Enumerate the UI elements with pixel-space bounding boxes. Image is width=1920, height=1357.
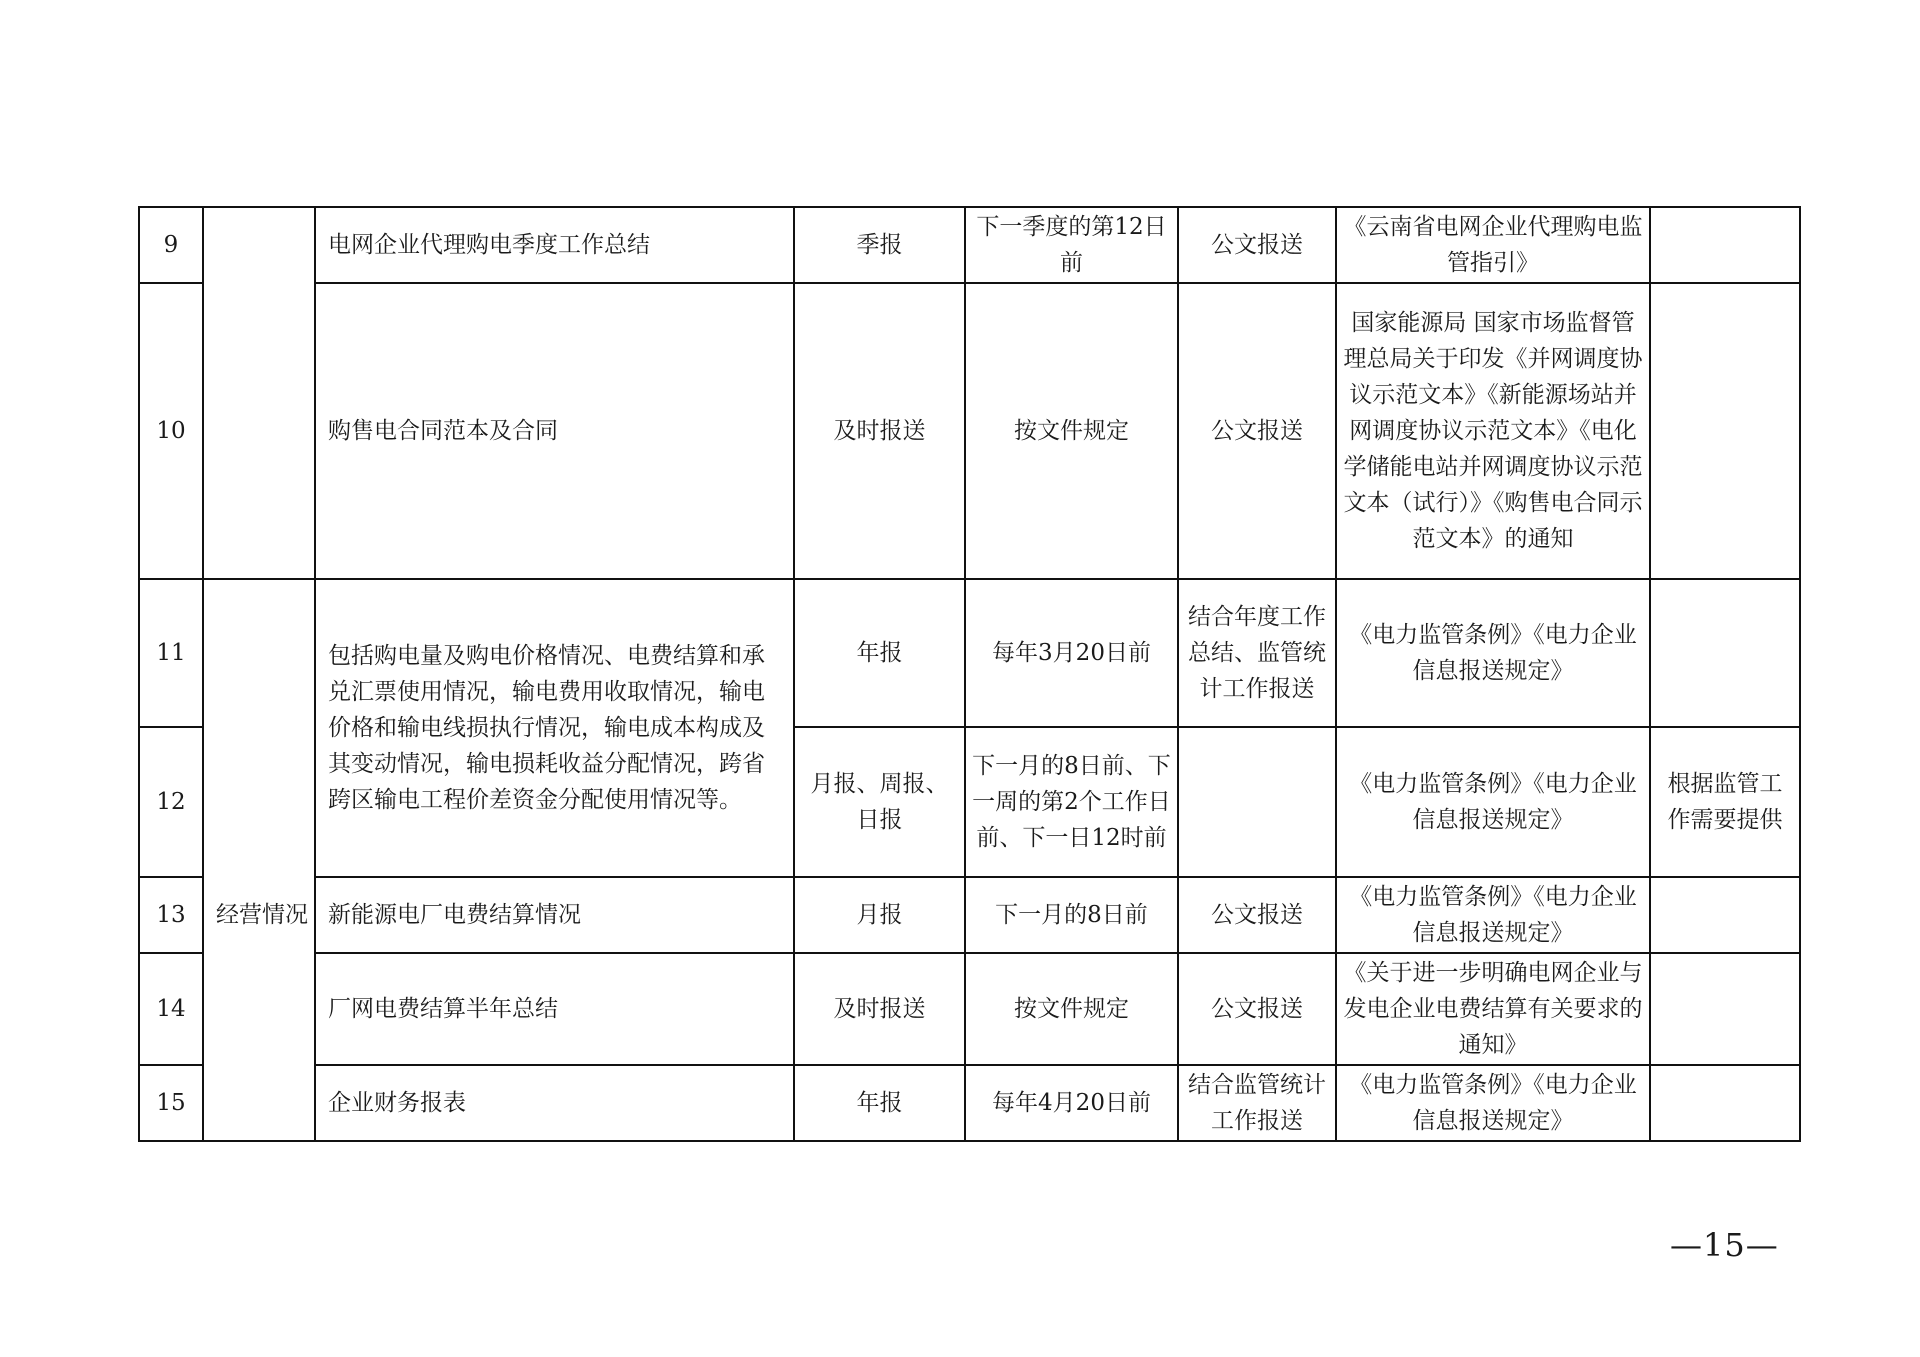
report-note: [1650, 953, 1800, 1065]
table-row: [139, 207, 1800, 283]
report-method: 公文报送: [1178, 877, 1336, 953]
report-deadline: 每年3月20日前: [965, 579, 1178, 727]
report-note: 根据监管工作需要提供: [1650, 727, 1800, 877]
report-method: 公文报送: [1178, 953, 1336, 1065]
report-method: 公文报送: [1178, 207, 1336, 283]
page-number: —15—: [1670, 1226, 1779, 1264]
report-note: [1650, 877, 1800, 953]
report-note: [1650, 1065, 1800, 1141]
report-method: 公文报送: [1178, 283, 1336, 579]
row-number: 13: [139, 877, 203, 953]
report-deadline: 按文件规定: [965, 953, 1178, 1065]
report-frequency: 年报: [794, 1065, 965, 1141]
table-row: [139, 953, 1800, 1065]
row-number: 14: [139, 953, 203, 1065]
report-method: 结合监管统计工作报送: [1178, 1065, 1336, 1141]
report-content: 企业财务报表: [315, 1065, 794, 1141]
report-deadline: 按文件规定: [965, 283, 1178, 579]
report-deadline: 下一月的8日前: [965, 877, 1178, 953]
report-frequency: 年报: [794, 579, 965, 727]
row-number: 11: [139, 579, 203, 727]
report-basis: 《电力监管条例》《电力企业信息报送规定》: [1336, 877, 1650, 953]
report-method: [1178, 727, 1336, 877]
table-row: [139, 1065, 1800, 1141]
category-cell-blank: [203, 207, 315, 579]
report-note: [1650, 283, 1800, 579]
report-frequency: 及时报送: [794, 283, 965, 579]
report-basis: 《关于进一步明确电网企业与发电企业电费结算有关要求的通知》: [1336, 953, 1650, 1065]
report-basis: 《云南省电网企业代理购电监管指引》: [1336, 207, 1650, 283]
report-basis: 《电力监管条例》《电力企业信息报送规定》: [1336, 1065, 1650, 1141]
report-content: 新能源电厂电费结算情况: [315, 877, 794, 953]
report-content: 厂网电费结算半年总结: [315, 953, 794, 1065]
report-basis: 国家能源局 国家市场监督管理总局关于印发《并网调度协议示范文本》《新能源场站并网调度协议示范文本》《电化学储能电站并网调度协议示范文本（试行）》《购售电合同示范文本》的通知: [1336, 283, 1650, 579]
report-note: [1650, 207, 1800, 283]
report-deadline: 下一月的8日前、下一周的第2个工作日前、下一日12时前: [965, 727, 1178, 877]
category-label: 经营情况: [216, 902, 308, 928]
row-number: 15: [139, 1065, 203, 1141]
report-requirements-table: [138, 206, 1801, 1142]
table-row: [139, 877, 1800, 953]
category-cell: [203, 579, 315, 1141]
report-content-merged: 包括购电量及购电价格情况、电费结算和承兑汇票使用情况，输电费用收取情况，输电价格和输电线损执行情况，输电成本构成及其变动情况，输电损耗收益分配情况，跨省跨区输电工程价差资金分配使用情况等。: [315, 579, 794, 877]
report-frequency: 月报: [794, 877, 965, 953]
report-basis: 《电力监管条例》《电力企业信息报送规定》: [1336, 579, 1650, 727]
report-method: 结合年度工作总结、监管统计工作报送: [1178, 579, 1336, 727]
row-number: 9: [139, 207, 203, 283]
report-frequency: 及时报送: [794, 953, 965, 1065]
report-deadline: 下一季度的第12日前: [965, 207, 1178, 283]
report-content: 电网企业代理购电季度工作总结: [315, 207, 794, 283]
table-row: [139, 579, 1800, 727]
row-number: 12: [139, 727, 203, 877]
report-deadline: 每年4月20日前: [965, 1065, 1178, 1141]
row-number: 10: [139, 283, 203, 579]
report-note: [1650, 579, 1800, 727]
report-frequency: 季报: [794, 207, 965, 283]
report-content: 购售电合同范本及合同: [315, 283, 794, 579]
report-frequency: 月报、周报、日报: [794, 727, 965, 877]
report-basis: 《电力监管条例》《电力企业信息报送规定》: [1336, 727, 1650, 877]
table-row: [139, 283, 1800, 579]
